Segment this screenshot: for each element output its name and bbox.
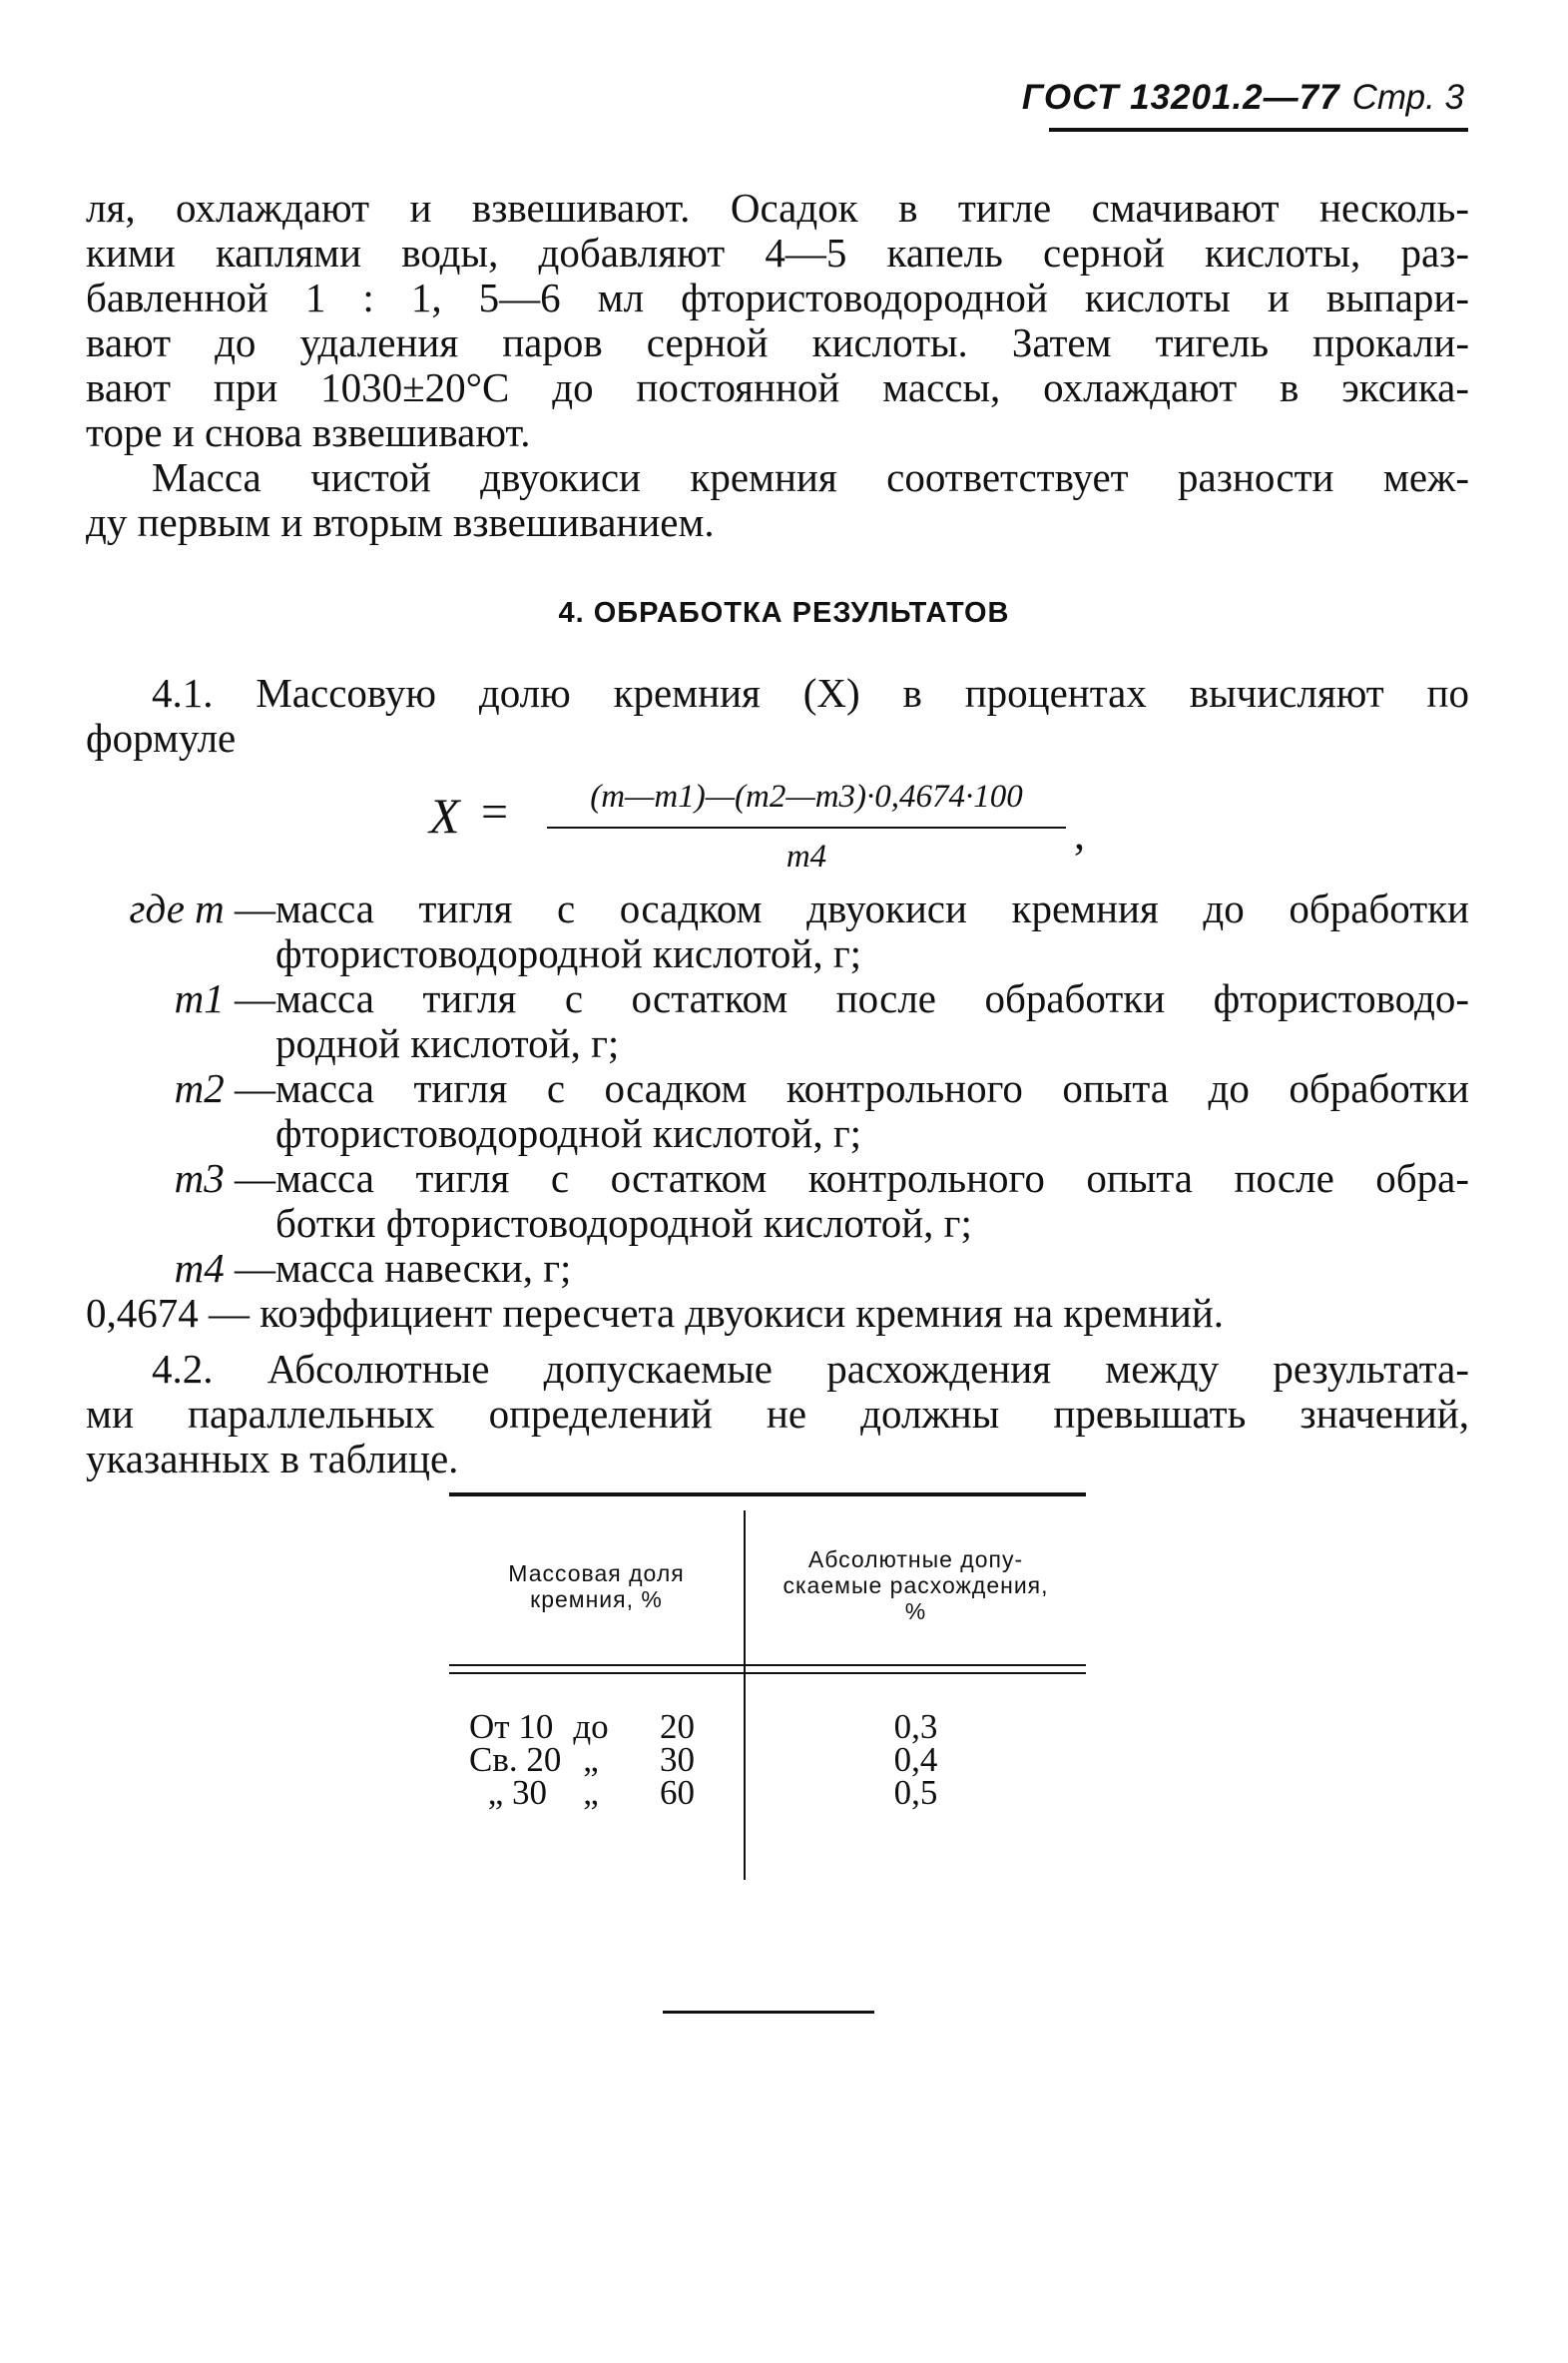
text-line: бавленной 1 : 1, 5—6 мл фтористоводородной кислоты и выпари- xyxy=(86,275,1469,320)
table-top-rule xyxy=(449,1492,1086,1496)
text-line: 4.2. Абсолютные допускаемые расхождения между результата- xyxy=(152,1346,1469,1392)
definition-line: фтористоводородной кислотой, г; xyxy=(275,1110,862,1156)
tolerance-value: 0,4 xyxy=(893,1740,938,1779)
text-line: вают при 1030±20°С до постоянной массы, охлаждают в эксика- xyxy=(86,364,1469,410)
coefficient-line: 0,4674 — коэффициент пересчета двуокиси кремния на кремний. xyxy=(86,1290,1225,1336)
tolerance-table xyxy=(449,1492,1086,1877)
definition-line: масса тигля с осадком двуокиси кремния до обработки xyxy=(275,886,1469,931)
definition-symbol: m4 — xyxy=(174,1245,275,1291)
page-header xyxy=(1022,78,1464,118)
text-line: вают до удаления паров серной кислоты. Затем тигель прокали- xyxy=(86,319,1469,365)
definition-symbol: где m — xyxy=(129,886,275,931)
definition-line: масса тигля с осадком контрольного опыта до обработки xyxy=(275,1065,1469,1111)
column-header-tolerance: Абсолютные допу- скаемые расхождения, % xyxy=(783,1546,1049,1624)
definition-line: родной кислотой, г; xyxy=(275,1020,620,1066)
definition-line: масса навески, г; xyxy=(275,1245,572,1291)
table-header-rule xyxy=(449,1672,1086,1674)
header-rule xyxy=(1049,128,1468,132)
definition-line: ботки фтористоводородной кислотой, г; xyxy=(275,1200,972,1246)
definition-m4 xyxy=(86,1246,1469,1291)
definition-m xyxy=(86,886,1469,976)
definition-line: масса тигля с остатком контрольного опыта после обра- xyxy=(275,1155,1469,1201)
definition-symbol: m1 — xyxy=(174,975,275,1021)
definition-m1 xyxy=(86,976,1469,1066)
paragraph-procedure xyxy=(86,186,1469,455)
text-line: торе и снова взвешивают. xyxy=(86,409,531,455)
text-line: ми параллельных определений не должны превышать значений, xyxy=(86,1391,1469,1437)
page-number: Стр. 3 xyxy=(1351,78,1464,117)
text-line: ля, охлаждают и взвешивают. Осадок в тигле смачивают несколь- xyxy=(86,185,1469,231)
text-line: указанных в таблице. xyxy=(86,1436,459,1481)
definition-symbol: m2 — xyxy=(174,1065,275,1111)
table-row: Св. 20 „ 30 0,4 xyxy=(449,1743,1086,1776)
paragraph-mass xyxy=(86,455,1469,545)
text-line: 4.1. Массовую долю кремния (X) в процентах вычисляют по xyxy=(152,670,1469,716)
table-row: От 10 до 20 0,3 xyxy=(449,1710,1086,1743)
text-line: ду первым и вторым взвешиванием. xyxy=(86,499,715,545)
column-header-mass-fraction: Массовая доля кремния, % xyxy=(508,1560,685,1612)
definition-symbol: m3 — xyxy=(174,1155,275,1201)
formula-numerator: (m—m1)—(m2—m3)·0,4674·100 xyxy=(590,779,1023,815)
tolerance-value: 0,5 xyxy=(893,1773,938,1812)
definitions-list xyxy=(86,886,1469,1336)
fraction-bar xyxy=(547,827,1066,829)
formula-denominator: m4 xyxy=(785,839,827,875)
definition-line: фтористоводородной кислотой, г; xyxy=(275,930,862,976)
table-body xyxy=(449,1707,1086,1812)
table-row: „ 30 „ 60 0,5 xyxy=(449,1776,1086,1809)
tolerance-value: 0,3 xyxy=(893,1707,938,1746)
end-rule xyxy=(663,2011,874,2014)
formula-equals: = xyxy=(481,786,509,839)
definition-m3 xyxy=(86,1156,1469,1246)
section-title: 4. ОБРАБОТКА РЕЗУЛЬТАТОВ xyxy=(558,597,1010,629)
text-line: формуле xyxy=(86,715,237,761)
text-line: Масса чистой двуокиси кремния соответствует разности меж- xyxy=(152,454,1469,500)
formula-lhs: X xyxy=(429,788,460,844)
table-header-rule xyxy=(449,1664,1086,1666)
paragraph-4-2 xyxy=(86,1347,1469,1481)
paragraph-4-1 xyxy=(86,671,1469,761)
definition-m2 xyxy=(86,1066,1469,1156)
standard-number: ГОСТ 13201.2—77 xyxy=(1021,78,1340,117)
formula-comma: , xyxy=(1074,810,1085,859)
definition-line: масса тигля с остатком после обработки фтористоводо- xyxy=(275,975,1469,1021)
text-line: кими каплями воды, добавляют 4—5 капель серной кислоты, раз- xyxy=(86,230,1469,276)
